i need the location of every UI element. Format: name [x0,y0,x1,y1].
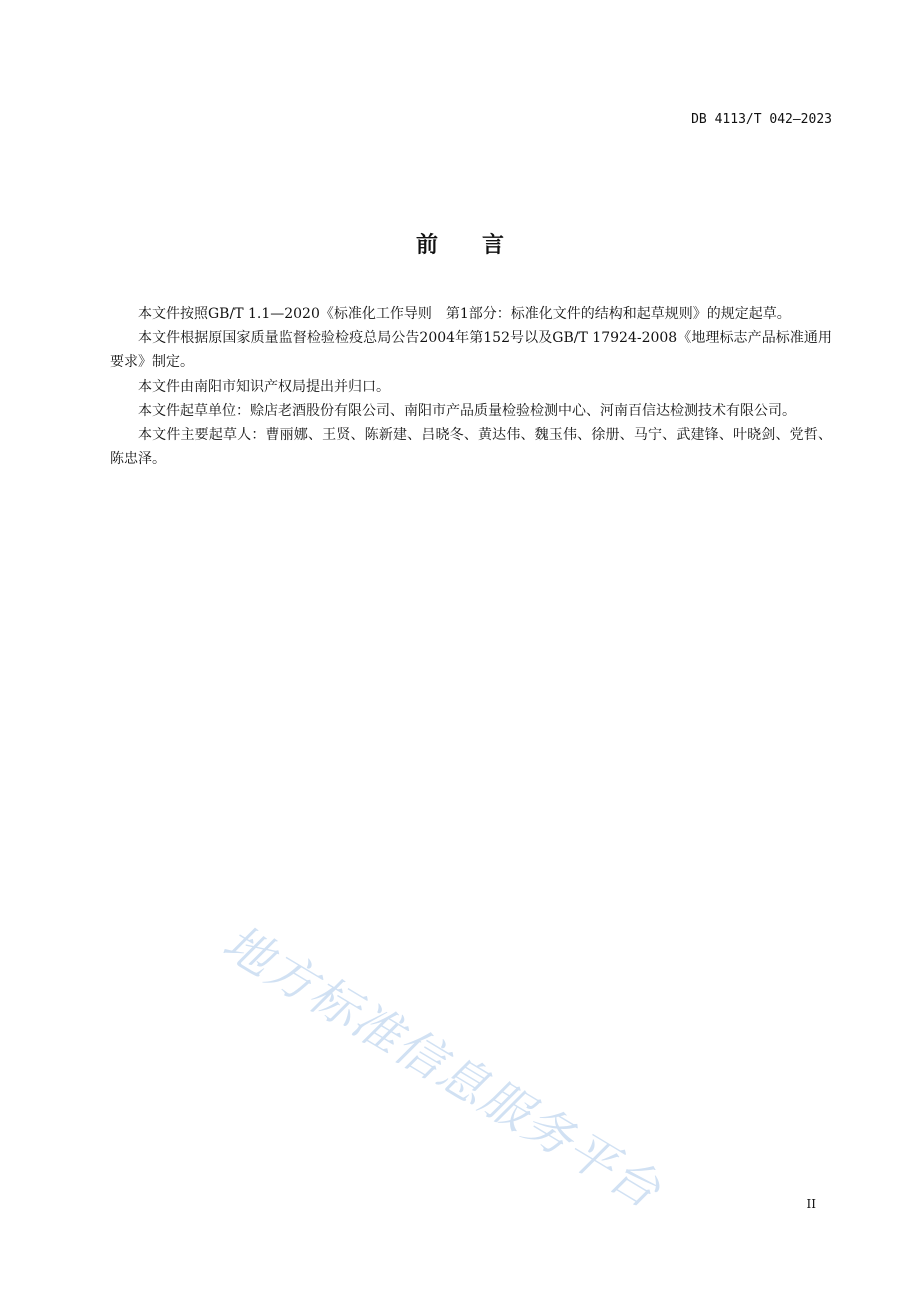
page-number: II [806,1197,816,1211]
paragraph-drafting-basis: 本文件按照GB/T 1.1—2020《标准化工作导则 第1部分：标准化文件的结构和起草规则》的规定起草。 [138,306,791,322]
paragraph-drafting-units: 本文件起草单位：赊店老酒股份有限公司、南阳市产品质量检验检测中心、河南百信达检测技术有限公司。 [138,402,796,419]
foreword-body [110,302,832,471]
watermark: 地方标准信息服务平台 [213,914,671,1220]
paragraph-legal-basis: 本文件根据原国家质量监督检验检疫总局公告2004年第152号以及GB/T 17924-2008《地理标志产品标准通用要求》制定。 [110,330,832,371]
paragraph-drafters: 本文件主要起草人：曹丽娜、王贤、陈新建、吕晓冬、黄达伟、魏玉伟、徐册、马宁、武建锋、叶晓剑、党哲、陈忠泽。 [110,427,832,468]
document-code: DB 4113/T 042—2023 [691,112,832,127]
page-title: 前 言 [415,233,504,258]
paragraph-proposer: 本文件由南阳市知识产权局提出并归口。 [138,378,390,395]
